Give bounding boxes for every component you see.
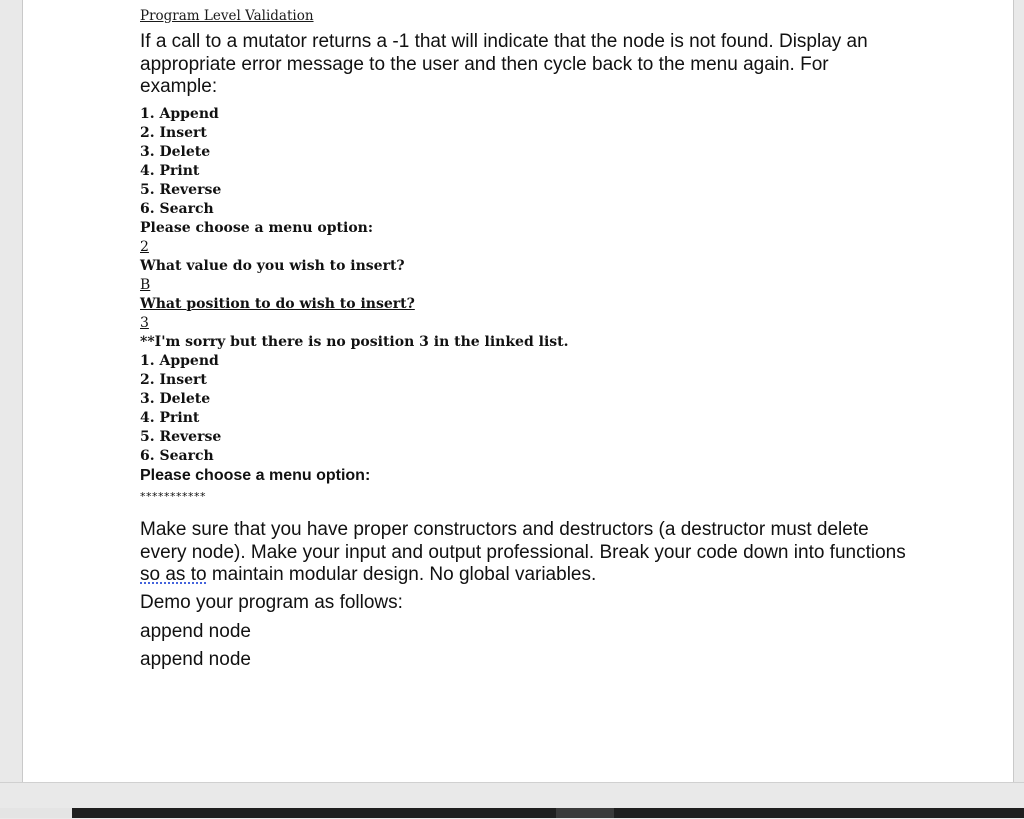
position-prompt: What position to do wish to insert?	[140, 296, 415, 312]
menu-item-search: 6. Search	[140, 201, 214, 217]
menu-prompt-2: Please choose a menu option:	[140, 467, 371, 484]
demo-step-1: append node	[140, 621, 251, 642]
menu-item-insert-2: 2. Insert	[140, 372, 207, 388]
user-input-position: 3	[140, 315, 149, 331]
menu-prompt: Please choose a menu option:	[140, 220, 374, 236]
demo-heading: Demo your program as follows:	[140, 592, 403, 613]
menu-item-insert: 2. Insert	[140, 125, 207, 141]
document-page[interactable]	[22, 0, 1014, 782]
menu-item-append: 1. Append	[140, 106, 219, 122]
closing-paragraph	[140, 519, 910, 587]
value-prompt: What value do you wish to insert?	[140, 258, 405, 274]
spellcheck-flag[interactable]: so as to	[140, 564, 207, 585]
menu-item-reverse-2: 5. Reverse	[140, 429, 222, 445]
section-heading: Program Level Validation	[140, 8, 314, 24]
user-input-value: B	[140, 277, 151, 293]
closing-text-part2: maintain modular design. No global variables.	[206, 564, 597, 585]
menu-item-delete: 3. Delete	[140, 144, 211, 160]
menu-item-append-2: 1. Append	[140, 353, 219, 369]
intro-paragraph: If a call to a mutator returns a -1 that will indicate that the node is not found. Display an appropriate error message to the user and then cycle back to the menu again. For example:	[140, 31, 868, 97]
menu-item-print-2: 4. Print	[140, 410, 200, 426]
demo-step-2: append node	[140, 649, 251, 670]
error-message: **I'm sorry but there is no position 3 in the linked list.	[140, 334, 569, 350]
closing-text-part1: Make sure that you have proper constructors and destructors (a destructor must delete every node). Make your input and output professional. Break your code down into functions	[140, 519, 906, 563]
menu-item-delete-2: 3. Delete	[140, 391, 211, 407]
example-console-block	[140, 105, 900, 466]
menu-item-print: 4. Print	[140, 163, 200, 179]
taskbar-active-item[interactable]	[556, 808, 614, 818]
menu-item-reverse: 5. Reverse	[140, 182, 222, 198]
user-input-choice: 2	[140, 239, 149, 255]
taskbar	[72, 808, 1024, 818]
separator-stars: ***********	[140, 490, 206, 503]
menu-item-search-2: 6. Search	[140, 448, 214, 464]
taskbar-start-area[interactable]	[0, 808, 72, 818]
